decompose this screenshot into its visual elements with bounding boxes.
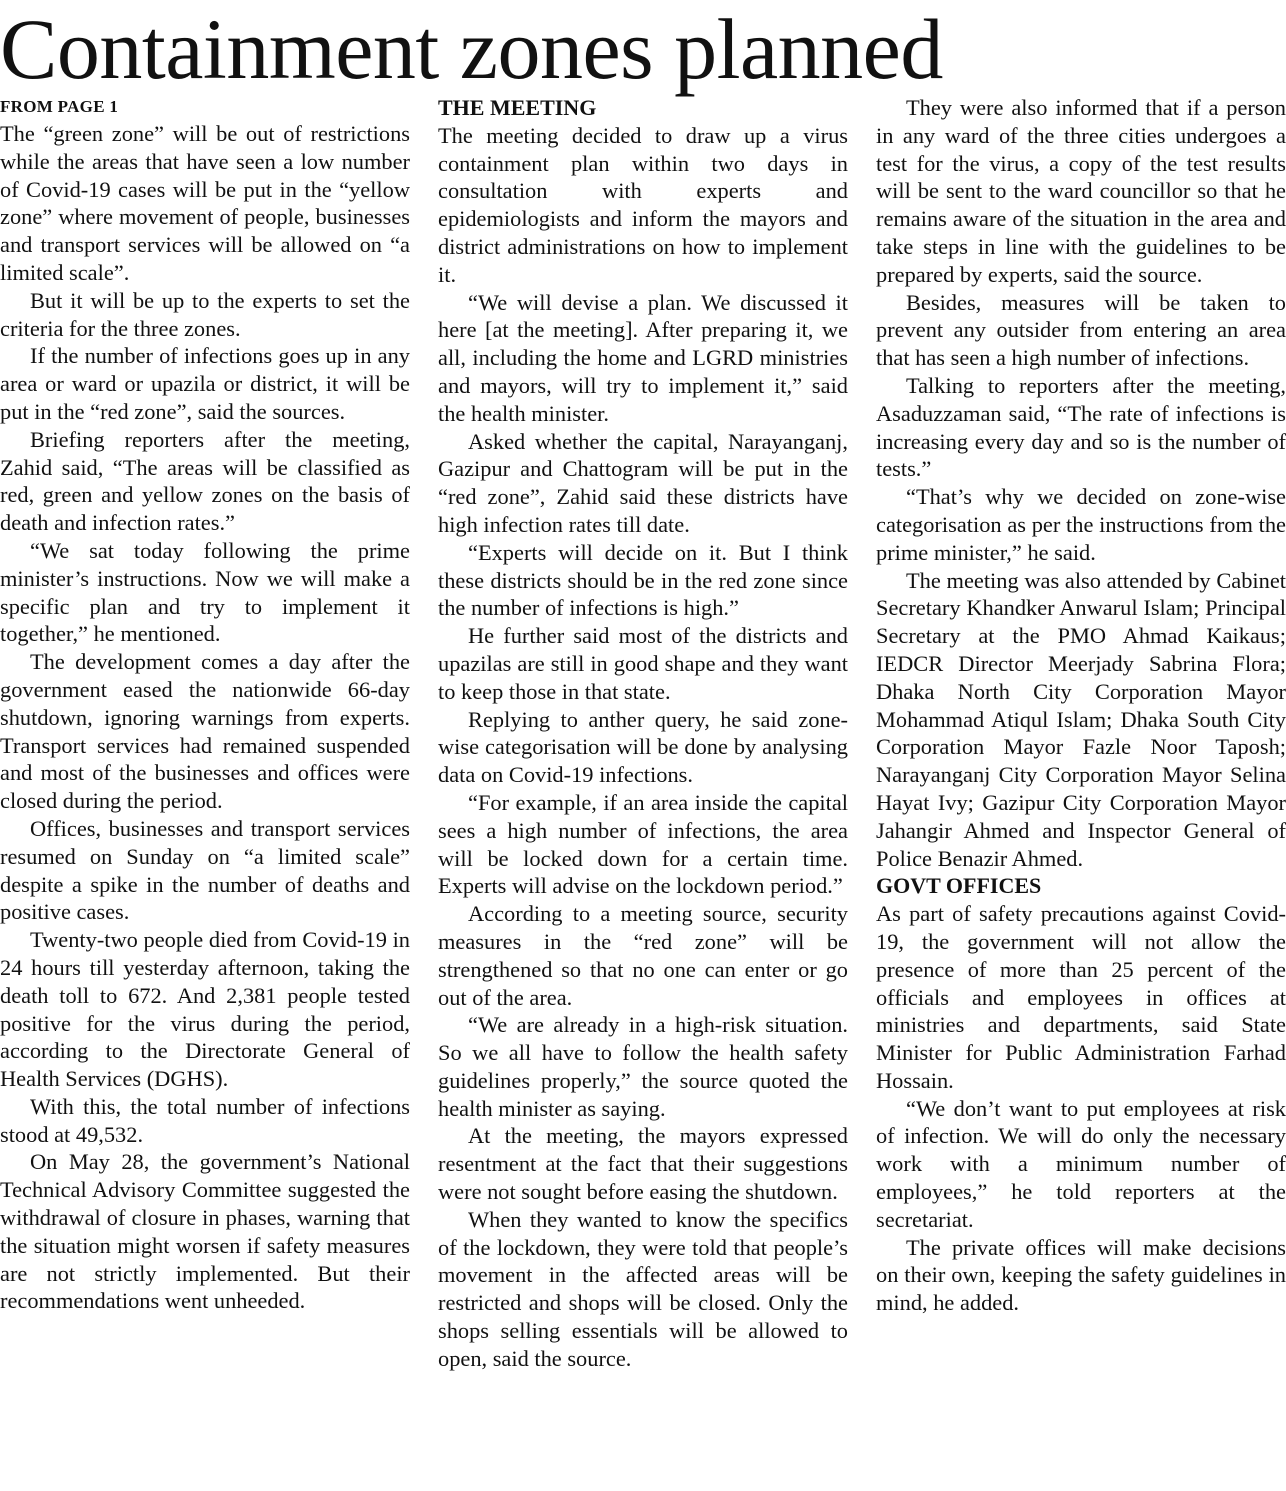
- paragraph: Twenty-two people died from Covid-19 in 24 hours till yesterday afternoon, taking the death toll to 672. And 2,381 people tested positive for the virus during the period, according to the Directorate General of Health Services (DGHS).: [0, 927, 410, 1092]
- subhead-the-meeting: THE MEETING: [438, 95, 597, 120]
- paragraph: “For example, if an area inside the capital sees a high number of infections, the area will be locked down for a certain time. Experts will advise on the lockdown period.”: [438, 789, 848, 899]
- article-column-2: [438, 94, 848, 1373]
- paragraph: Besides, measures will be taken to prevent any outsider from entering an area that has seen a high number of infections.: [876, 289, 1286, 371]
- paragraph: “That’s why we decided on zone-wise categorisation as per the instructions from the prime minister,” he said.: [876, 484, 1286, 565]
- paragraph: As part of safety precautions against Covid-19, the government will not allow the presence of more than 25 percent of the officials and employees in offices at ministries and departments, said State Minister for Public Administration Farhad Hossain.: [876, 901, 1286, 1093]
- paragraph: He further said most of the districts and upazilas are still in good shape and they want to keep those in that state.: [438, 623, 848, 704]
- paragraph: On May 28, the government’s National Technical Advisory Committee suggested the withdrawal of closure in phases, warning that the situation might worsen if safety measures are not strictly implemented. But their recommendations went unheeded.: [0, 1149, 410, 1314]
- paragraph: The “green zone” will be out of restrictions while the areas that have seen a low number of Covid-19 cases will be put in the “yellow zone” where movement of people, businesses and transport services will be allowed on “a limited scale”.: [0, 121, 410, 285]
- article-column-1: [0, 94, 410, 1315]
- paragraph: “Experts will decide on it. But I think these districts should be in the red zone since the number of infections is high.”: [438, 539, 848, 621]
- paragraph: “We sat today following the prime minister’s instructions. Now we will make a specific plan and try to implement it together,” he mentioned.: [0, 537, 410, 647]
- paragraph: With this, the total number of infections stood at 49,532.: [0, 1093, 410, 1147]
- paragraph: The meeting decided to draw up a virus containment plan within two days in consultation with experts and epidemiologists and inform the mayors and district administrations on how to implement it.: [438, 122, 848, 287]
- paragraph: The private offices will make decisions on their own, keeping the safety guidelines in mind, he added.: [876, 1234, 1286, 1316]
- article-column-3: [876, 94, 1286, 1317]
- paragraph: “We are already in a high-risk situation. So we all have to follow the health safety guidelines properly,” the source quoted the health minister as saying.: [438, 1012, 848, 1121]
- paragraph: Offices, businesses and transport services resumed on Sunday on “a limited scale” despite a spike in the number of deaths and positive cases.: [0, 815, 410, 925]
- paragraph: The development comes a day after the government eased the nationwide 66-day shutdown, ignoring warnings from experts. Transport services had remained suspended and most of the businesses and offices were closed during the period.: [0, 649, 410, 814]
- jump-label: FROM PAGE 1: [0, 97, 119, 116]
- paragraph: The meeting was also attended by Cabinet Secretary Khandker Anwarul Islam; Principal Secretary at the PMO Ahmad Kaikaus; IEDCR Director Meerjady Sabrina Flora; Dhaka North City Corporation Mayor Mohammad Atiqul Islam; Dhaka South City Corporation Mayor Fazle Noor Taposh; Narayanganj City Corporation Mayor Selina Hayat Ivy; Gazipur City Corporation Mayor Jahangir Ahmed and Inspector General of Police Benazir Ahmed.: [876, 567, 1286, 871]
- paragraph: If the number of infections goes up in any area or ward or upazila or district, it will be put in the “red zone”, said the sources.: [0, 343, 410, 424]
- paragraph: Briefing reporters after the meeting, Zahid said, “The areas will be classified as red, green and yellow zones on the basis of death and infection rates.”: [0, 426, 410, 536]
- paragraph: “We don’t want to put employees at risk of infection. We will do only the necessary work with a minimum number of employees,” he told reporters at the secretariat.: [876, 1095, 1286, 1232]
- paragraph: They were also informed that if a person in any ward of the three cities undergoes a test for the virus, a copy of the test results will be sent to the ward councillor so that he remains aware of the situation in the area and take steps in line with the guidelines to be prepared by experts, said the source.: [876, 95, 1286, 287]
- headline: Containment zones planned: [0, 1, 943, 97]
- paragraph: Talking to reporters after the meeting, Asaduzzaman said, “The rate of infections is increasing every day and so is the number of tests.”: [876, 372, 1286, 482]
- paragraph: But it will be up to the experts to set the criteria for the three zones.: [0, 287, 410, 341]
- paragraph: “We will devise a plan. We discussed it here [at the meeting]. After preparing it, we all, including the home and LGRD ministries and mayors, will try to implement it,” said the health minister.: [438, 289, 848, 426]
- paragraph: According to a meeting source, security measures in the “red zone” will be strengthened so that no one can enter or go out of the area.: [438, 901, 848, 1010]
- paragraph: Asked whether the capital, Narayanganj, Gazipur and Chattogram will be put in the “red zone”, Zahid said these districts have high infection rates till date.: [438, 428, 848, 537]
- paragraph: Replying to anther query, he said zone-wise categorisation will be done by analysing data on Covid-19 infections.: [438, 706, 848, 788]
- subhead-govt-offices: GOVT OFFICES: [876, 873, 1042, 899]
- paragraph: When they wanted to know the specifics of the lockdown, they were told that people’s movement in the affected areas will be restricted and shops will be closed. Only the shops selling essentials will be allowed to open, said the source.: [438, 1206, 848, 1371]
- paragraph: At the meeting, the mayors expressed resentment at the fact that their suggestions were not sought before easing the shutdown.: [438, 1123, 848, 1205]
